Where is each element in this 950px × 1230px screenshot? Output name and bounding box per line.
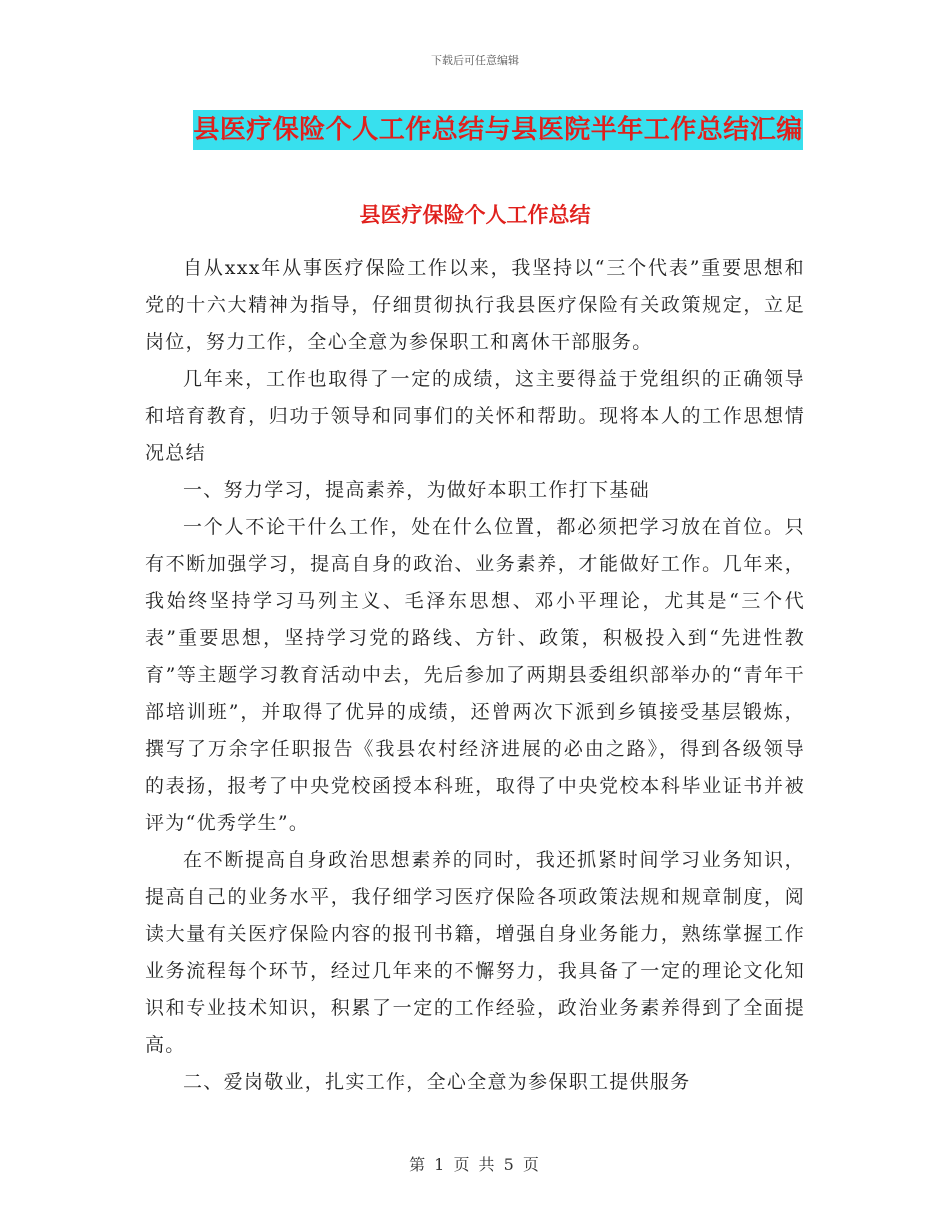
- main-title: 县医疗保险个人工作总结与县医院半年工作总结汇编: [193, 110, 803, 150]
- header-note: 下载后可任意编辑: [431, 54, 519, 67]
- document-body: [145, 250, 805, 1101]
- section-heading: 二、爱岗敬业，扎实工作，全心全意为参保职工提供服务: [183, 1071, 691, 1093]
- paragraph: 一个人不论干什么工作，处在什么位置，都必须把学习放在首位。只有不断加强学习，提高自身的政治、业务素养，才能做好工作。几年来，我始终坚持学习马列主义、毛泽东思想、邓小平理论，尤其是“三个代表”重要思想，坚持学习党的路线、方针、政策，积极投入到“先进性教育”等主题学习教育活动中去，先后参加了两期县委组织部举办的“青年干部培训班”，并取得了优异的成绩，还曾两次下派到乡镇接受基层锻炼，撰写了万余字任职报告《我县农村经济进展的必由之路》，得到各级领导的表扬，报考了中央党校函授本科班，取得了中央党校本科毕业证书并被评为“优秀学生”。: [145, 516, 805, 834]
- page-footer: 第 1 页 共 5 页: [409, 1155, 541, 1174]
- paragraph: 在不断提高自身政治思想素养的同时，我还抓紧时间学习业务知识，提高自己的业务水平，我仔细学习医疗保险各项政策法规和规章制度，阅读大量有关医疗保险内容的报刊书籍，增强自身业务能力，熟练掌握工作业务流程每个环节，经过几年来的不懈努力，我具备了一定的理论文化知识和专业技术知识，积累了一定的工作经验，政治业务素养得到了全面提高。: [145, 849, 805, 1056]
- section-heading: 一、努力学习，提高素养，为做好本职工作打下基础: [183, 479, 650, 501]
- paragraph: 自从xxx年从事医疗保险工作以来，我坚持以“三个代表”重要思想和党的十六大精神为指导，仔细贯彻执行我县医疗保险有关政策规定，立足岗位，努力工作，全心全意为参保职工和离休干部服务。: [145, 257, 805, 353]
- paragraph: 几年来，工作也取得了一定的成绩，这主要得益于党组织的正确领导和培育教育，归功于领导和同事们的关怀和帮助。现将本人的工作思想情况总结: [145, 368, 805, 464]
- section-title: 县医疗保险个人工作总结: [359, 202, 591, 227]
